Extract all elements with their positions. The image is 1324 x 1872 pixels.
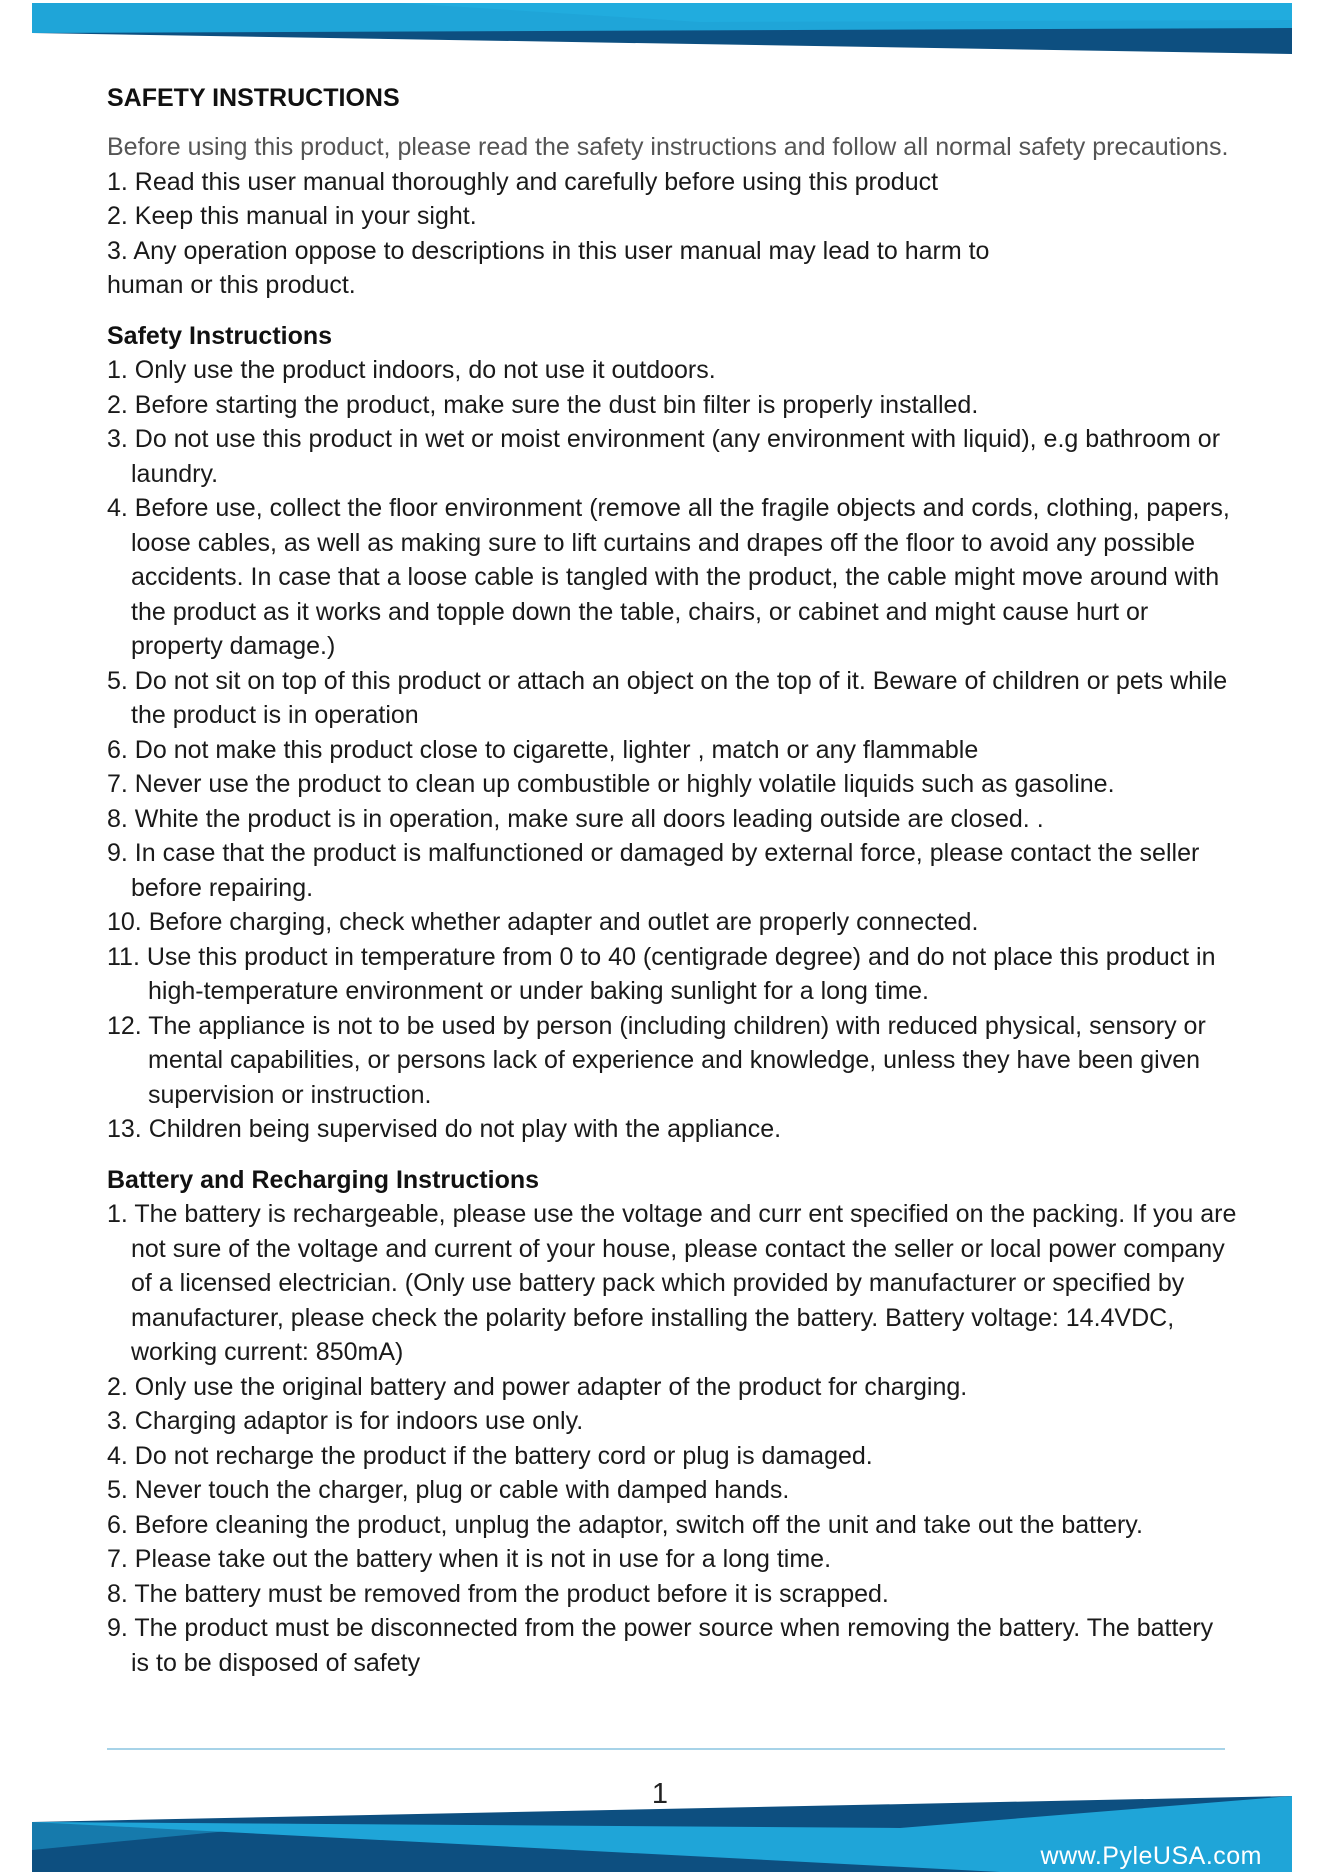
list-item: 13. Children being supervised do not play with the appliance. <box>107 1115 782 1143</box>
intro-text: Before using this product, please read the safety instructions and follow all normal safety precautions. <box>107 133 1229 161</box>
list-item: 7. Please take out the battery when it is not in use for a long time. <box>107 1545 832 1573</box>
footer-divider <box>107 1748 1225 1750</box>
list-item: 2. Before starting the product, make sure the dust bin filter is properly installed. <box>107 390 979 419</box>
list-item: 6. Do not make this product close to cigarette, lighter , match or any flammable <box>107 735 979 764</box>
intro-list <box>107 165 1237 234</box>
section-heading-safety: Safety Instructions <box>107 321 333 350</box>
list-item: 6. Before cleaning the product, unplug the adaptor, switch off the unit and take out the battery. <box>107 1510 1143 1539</box>
list-item: 9. The product must be disconnected from the power source when removing the battery. The battery is to be disposed of safety <box>107 1614 1214 1677</box>
list-item: 11. Use this product in temperature from 0 to 40 (centigrade degree) and do not place this product in high-temperature environment or under baking sunlight for a long time. <box>107 942 1216 1005</box>
page-content <box>107 78 1237 1680</box>
list-item: 4. Do not recharge the product if the battery cord or plug is damaged. <box>107 1441 873 1470</box>
list-item: 8. White the product is in operation, make sure all doors leading outside are closed. . <box>107 804 1044 833</box>
page-title: SAFETY INSTRUCTIONS <box>107 84 400 112</box>
list-item: 9. In case that the product is malfunctioned or damaged by external force, please contact the seller before repairing. <box>107 839 1200 902</box>
list-item: 2. Only use the original battery and power adapter of the product for charging. <box>107 1372 968 1401</box>
page-number: 1 <box>651 1778 669 1810</box>
list-item: 3. Charging adaptor is for indoors use only. <box>107 1407 584 1435</box>
section-heading-battery: Battery and Recharging Instructions <box>107 1165 540 1194</box>
list-item: 2. Keep this manual in your sight. <box>107 202 477 230</box>
battery-list <box>107 1197 1237 1680</box>
safety-list <box>107 353 1237 1147</box>
list-item: 5. Do not sit on top of this product or attach an object on the top of it. Beware of children or pets while the product is in operation <box>107 666 1228 729</box>
list-item: 7. Never use the product to clean up combustible or highly volatile liquids such as gasoline. <box>107 770 1115 798</box>
list-item: 1. The battery is rechargeable, please use the voltage and curr ent specified on the packing. If you are not sure of the voltage and current of your house, please contact the seller or local power company of a licensed electrician. (Only use battery pack which provided by manufacturer or specified by manufacturer, please check the polarity before installing the battery. Battery voltage: 14.4VDC, working current: 850mA) <box>107 1200 1237 1366</box>
list-item: 12. The appliance is not to be used by person (including children) with reduced physical, sensory or mental capabilities, or persons lack of experience and knowledge, unless they have been given supervision or instruction. <box>107 1011 1206 1109</box>
intro-item-3-line-2: human or this product. <box>107 271 356 299</box>
list-item: 4. Before use, collect the floor environment (remove all the fragile objects and cords, clothing, papers, loose cables, as well as making sure to lift curtains and drapes off the floor to avoid any possible accidents. In case that a loose cable is tangled with the product, the cable might move around with the product as it works and topple down the table, chairs, or cabinet and might cause hurt or property damage.) <box>107 494 1230 660</box>
list-item: 3. Do not use this product in wet or moist environment (any environment with liquid), e.g bathroom or laundry. <box>107 425 1221 488</box>
intro-item-3-line-1: 3. Any operation oppose to descriptions in this user manual may lead to harm to <box>107 236 990 265</box>
list-item: 8. The battery must be removed from the product before it is scrapped. <box>107 1579 889 1608</box>
header-band <box>0 0 1324 60</box>
list-item: 10. Before charging, check whether adapter and outlet are properly connected. <box>107 908 979 936</box>
list-item: 5. Never touch the charger, plug or cable with damped hands. <box>107 1476 790 1504</box>
list-item: 1. Read this user manual thoroughly and carefully before using this product <box>107 167 939 196</box>
list-item: 1. Only use the product indoors, do not use it outdoors. <box>107 356 716 384</box>
website-link[interactable]: www.PyleUSA.com <box>1040 1842 1262 1870</box>
